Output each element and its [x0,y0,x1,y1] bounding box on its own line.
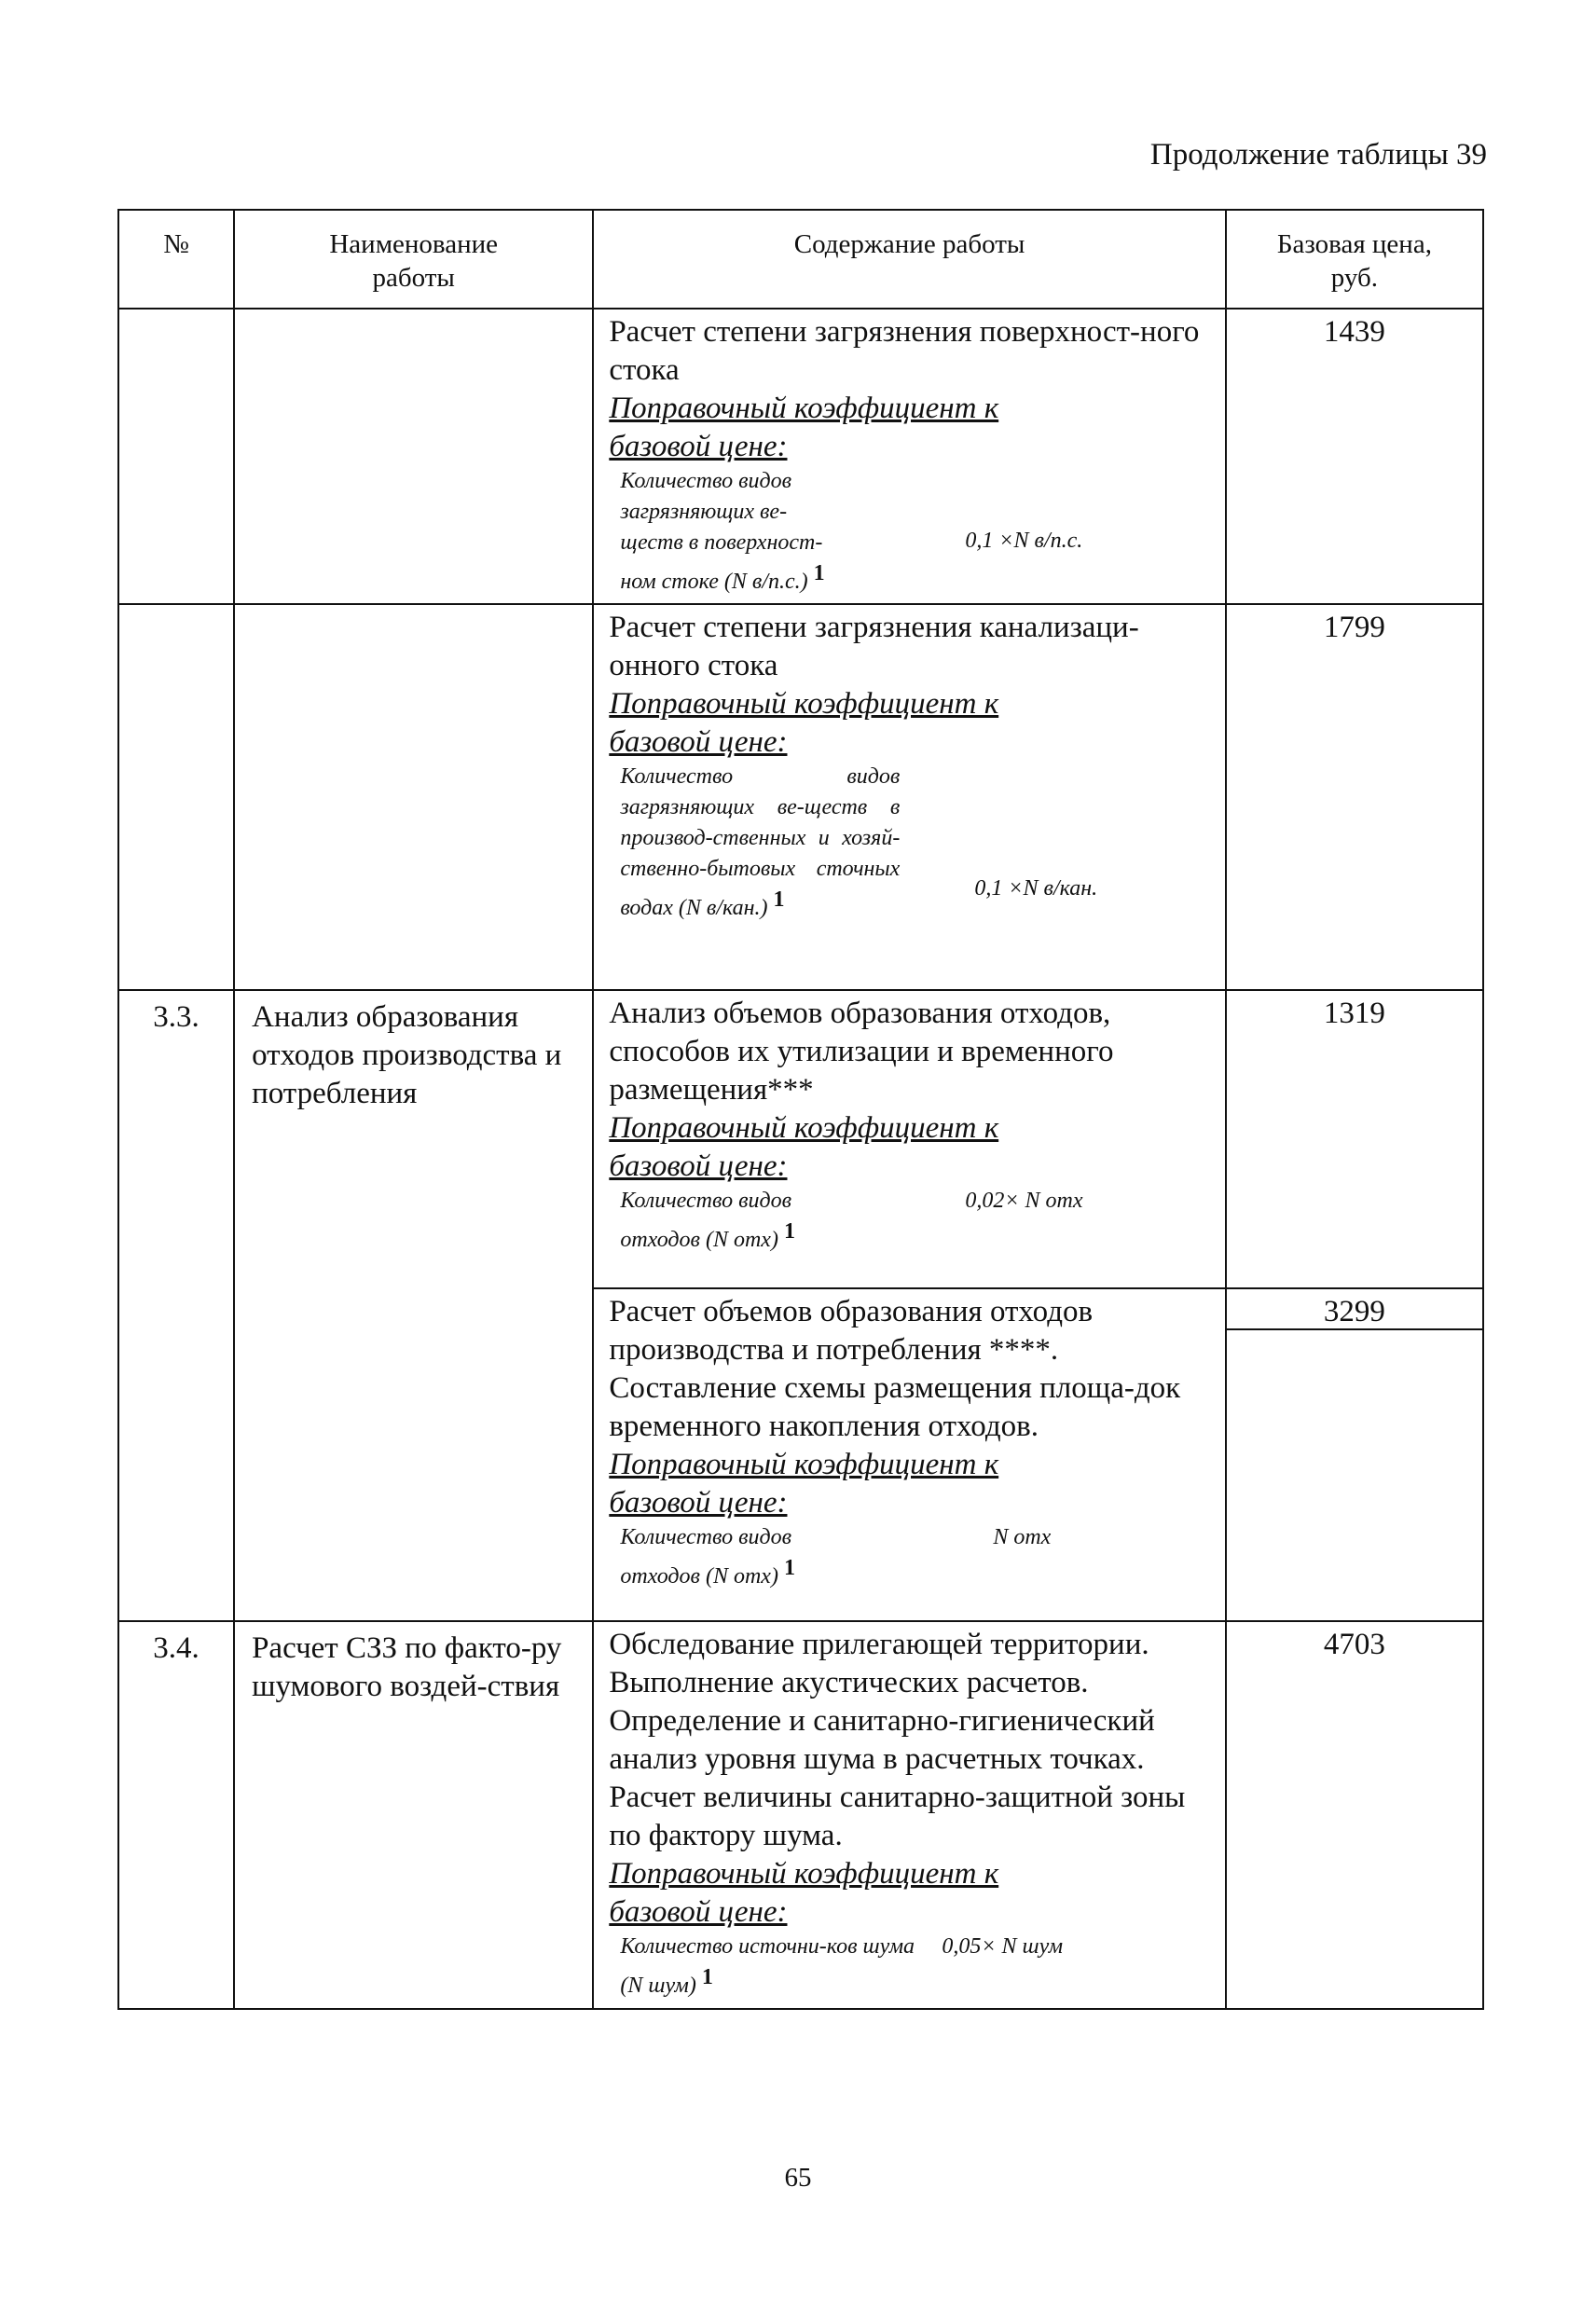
header-price: Базовая цена, руб. [1226,210,1483,309]
page-number: 65 [784,2163,812,2193]
header-name: Наименование работы [234,210,593,309]
coefficient-label: Количество источни-ков шума (N шум) [620,1934,915,1998]
work-content [593,1621,1225,2009]
row-number [118,604,234,990]
base-price: 1799 [1226,604,1483,990]
table-row [118,1621,1483,2009]
row-number: 3.4. [118,1621,234,2009]
coefficient [620,1522,1215,1592]
work-text: Обследование прилегающей территории. Выполнение акустических расчетов. Определение и санитарно-гигиенический анализ уровня шума в расчетных точках. Расчет величины санитарно-защитной зоны по фактору шума. [609,1628,1186,1852]
table-row [118,604,1483,990]
base-price: 4703 [1226,1621,1483,2009]
coefficient-value: 0,05× N шум [942,1934,1064,1959]
correction-title: Поправочный коэффициент к базовой цене: [609,687,999,759]
header-num: № [118,210,234,309]
correction-title: Поправочный коэффициент к базовой цене: [609,1448,999,1520]
table-caption: Продолжение таблицы 39 [1149,138,1487,172]
coefficient [620,466,1215,598]
correction-title: Поправочный коэффициент к базовой цене: [609,392,999,463]
work-text: Расчет степени загрязнения канализаци-онного стока [609,611,1139,682]
base-price: 1439 [1226,309,1483,604]
table-row [118,990,1483,1288]
coefficient-value: 0,1 ×N в/кан. [974,876,1098,901]
coefficient [620,1932,1215,2001]
work-name [234,604,593,990]
work-name: Анализ образования отходов производства и потребления [234,990,593,1621]
header-row [118,210,1483,309]
correction-title: Поправочный коэффициент к базовой цене: [609,1857,999,1929]
footnote-mark: 1 [783,1219,795,1244]
correction-title: Поправочный коэффициент к базовой цене: [609,1111,999,1183]
coefficient-value: 0,02× N отх [965,1189,1083,1213]
row-number [118,309,234,604]
coefficient-label: Количество видов отходов (N отх) [620,1525,792,1589]
footnote-mark: 1 [813,561,825,585]
coefficient-label: Количество видов загрязняющих ве-ществ в поверхност-ном стоке (N в/п.с.) [620,469,823,594]
table-row [118,309,1483,604]
base-price: 3299 [1226,1288,1483,1621]
coefficient-label: Количество видов загрязняющих ве-ществ в производ-ственных и хозяй-ственно-бытовых сточных водах (N в/кан.) [620,764,901,920]
footnote-mark: 1 [773,887,785,912]
work-text: Анализ объемов образования отходов, способов их утилизации и временного размещения*** [609,997,1114,1107]
header-content: Содержание работы [593,210,1225,309]
coefficient-value: 0,1 ×N в/п.с. [965,529,1083,553]
row-number: 3.3. [118,990,234,1621]
work-name [234,309,593,604]
work-content [593,990,1225,1288]
work-name: Расчет СЗЗ по факто-ру шумового воздей-ствия [234,1621,593,2009]
coefficient [620,762,1215,924]
work-text: Расчет степени загрязнения поверхност-ного стока [609,315,1200,387]
base-price: 1319 [1226,990,1483,1288]
footnote-mark: 1 [783,1556,795,1580]
work-content [593,1288,1225,1621]
work-content [593,309,1225,604]
coefficient [620,1186,1215,1256]
work-content [593,604,1225,990]
work-text: Расчет объемов образования отходов производства и потребления ****. Составление схемы размещения площа-док временного накопления отходов. [609,1295,1181,1443]
price-table [117,209,1484,2010]
coefficient-label: Количество видов отходов (N отх) [620,1189,792,1252]
footnote-mark: 1 [701,1965,713,1989]
coefficient-value: N отх [993,1525,1052,1549]
